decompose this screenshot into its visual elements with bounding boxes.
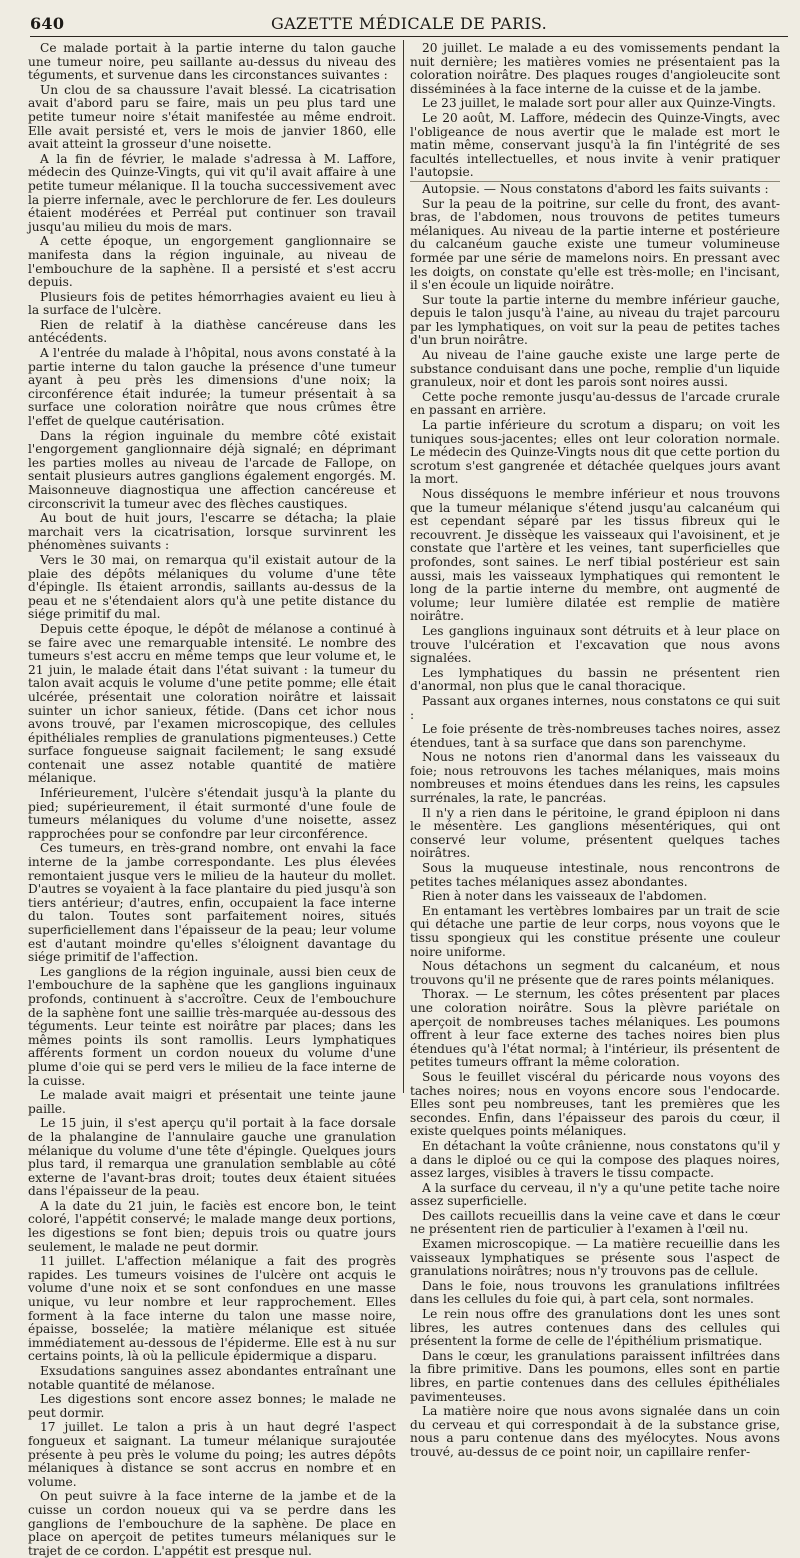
paragraph: Le 15 juin, il s'est aperçu qu'il portait à la face dorsale de la phalangine de l'annulaire gauche une granulation mélanique du volume d'une tête d'épingle. Quelques jours plus tard, il remarqua une granulation semblable au côté externe de l'avant-bras droit; toutes deux étaient situées dans l'épaisseur de la peau. bbox=[28, 1116, 396, 1199]
paragraph: Au bout de huit jours, l'escarre se détacha; la plaie marchait vers la cicatrisation, lorsque survinrent les phénomènes suivants : bbox=[28, 511, 396, 553]
paragraph: On peut suivre à la face interne de la jambe et de la cuisse un cordon noueux qui va se perdre dans les ganglions de l'embouchure de la saphène. De place en place on aperçoit de petites tumeurs mélaniques sur le trajet de ce cordon. L'appétit est presque nul. bbox=[28, 1489, 396, 1558]
paragraph: Passant aux organes internes, nous constatons ce qui suit : bbox=[410, 693, 780, 722]
paragraph: Les digestions sont encore assez bonnes; le malade ne peut dormir. bbox=[28, 1392, 396, 1420]
column-divider bbox=[403, 40, 404, 1093]
paragraph: Le 20 août, M. Laffore, médecin des Quinze-Vingts, avec l'obligeance de nous avertir que le malade est mort le matin même, conservant jusqu'à la fin l'intégrité de ses facultés intellectuelles, et nous invite à venir pratiquer l'autopsie. bbox=[410, 110, 780, 180]
paragraph: Le malade avait maigri et présentait une teinte jaune paille. bbox=[28, 1088, 396, 1116]
paragraph: Au niveau de l'aine gauche existe une large perte de substance conduisant dans une poche, remplie d'un liquide granuleux, noir et dont les parois sont noires aussi. bbox=[410, 348, 780, 390]
paragraph: En entamant les vertèbres lombaires par un trait de scie qui détache une partie de leur corps, nous voyons que le tissu spongieux qui les constitue présente une couleur noire uniforme. bbox=[410, 903, 780, 959]
paragraph: La matière noire que nous avons signalée dans un coin du cerveau et qui correspondait à de la substance grise, nous a paru contenue dans des myélocytes. Nous avons trouvé, au-dessus de ce point noir, un capillaire renfer- bbox=[410, 1404, 780, 1459]
left-text-column bbox=[28, 41, 396, 1558]
paragraph: A la date du 21 juin, le faciès est encore bon, le teint coloré, l'appétit conservé; le malade mange deux portions, les digestions se font bien; depuis trois ou quatre jours seulement, le malade ne peut dormir. bbox=[28, 1198, 396, 1254]
paragraph: Cette poche remonte jusqu'au-dessus de l'arcade crurale en passant en arrière. bbox=[410, 389, 780, 418]
paragraph: En détachant la voûte crânienne, nous constatons qu'il y a dans le diploé ou ce qui la compose des plaques noires, assez larges, visibles à travers le tissu compacte. bbox=[410, 1138, 780, 1181]
paragraph: A la fin de février, le malade s'adressa à M. Laffore, médecin des Quinze-Vingts, qui vit qu'il avait affaire à une petite tumeur mélanique. Il la toucha successivement avec la pierre infernale, avec le perchlorure de fer. Les douleurs étaient modérées et Perréal put continuer son travail jusqu'au milieu du mois de mars. bbox=[28, 151, 396, 234]
paragraph: Inférieurement, l'ulcère s'étendait jusqu'à la plante du pied; supérieurement, il était surmonté d'une foule de tumeurs mélaniques du volume d'une noisette, assez rapprochées pour se confondre par leur circonférence. bbox=[28, 786, 396, 841]
paragraph: Les lymphatiques du bassin ne présentent rien d'anormal, non plus que le canal thoracique. bbox=[410, 665, 780, 694]
paragraph: 17 juillet. Le talon a pris à un haut degré l'aspect fongueux et saignant. La tumeur mélanique surajoutée présente à peu près le volume du poing; les autres dépôts mélaniques à distance se sont accrus en nombre et en volume. bbox=[28, 1420, 396, 1489]
paragraph: Dans le cœur, les granulations paraissent infiltrées dans la fibre primitive. Dans les poumons, elles sont en partie libres, en partie contenues dans des cellules épithéliales pavimenteuses. bbox=[410, 1348, 780, 1404]
paragraph: Un clou de sa chaussure l'avait blessé. La cicatrisation avait d'abord paru se faire, mais un peu plus tard une petite tumeur noire s'était manifestée au même endroit. Elle avait persisté et, vers le mois de janvier 1860, elle avait atteint la grosseur d'une noisette. bbox=[28, 82, 396, 152]
paragraph: Sous le feuillet viscéral du péricarde nous voyons des taches noires; nous en voyons encore sous l'endocarde. Elles sont peu nombreuses, tant les premières que les secondes. Enfin, dans l'épaisseur des parois du cœur, il existe quelques points mélaniques. bbox=[410, 1069, 780, 1139]
paragraph: Des caillots recueillis dans la veine cave et dans le cœur ne présentent rien de particulier à l'examen à l'œil nu. bbox=[410, 1208, 780, 1237]
paragraph: Depuis cette époque, le dépôt de mélanose a continué à se faire avec une remarquable intensité. Le nombre des tumeurs s'est accru en même temps que leur volume et, le 21 juin, le malade était dans l'état suivant : la tumeur du talon avait acquis le volume d'une petite pomme; elle était ulcérée, présentait une coloration noirâtre et laissait suinter un ichor sanieux, fétide. (Dans cet ichor nous avons trouvé, par l'examen microscopique, des cellules épithéliales remplies de granulations pigmenteuses.) Cette surface fongueuse saignait facilement; le sang exsudé contenait une assez notable quantité de matière mélanique. bbox=[28, 621, 396, 786]
paragraph: Sur toute la partie interne du membre inférieur gauche, depuis le talon jusqu'à l'aine, au niveau du trajet parcouru par les lymphatiques, on voit sur la peau de petites taches d'un brun noirâtre. bbox=[410, 292, 780, 348]
paragraph: Sous la muqueuse intestinale, nous rencontrons de petites taches mélaniques assez abondantes. bbox=[410, 861, 780, 889]
paragraph: Vers le 30 mai, on remarqua qu'il existait autour de la plaie des dépôts mélaniques du volume d'une tête d'épingle. Ils étaient arrondis, saillants au-dessus de la peau et ne s'étendaient alors qu'à une petite distance du siége primitif du mal. bbox=[28, 552, 396, 622]
paragraph: Le foie présente de très-nombreuses taches noires, assez étendues, tant à sa surface que dans son parenchyme. bbox=[410, 722, 780, 750]
paragraph: Il n'y a rien dans le péritoine, le grand épiploon ni dans le mésentère. Les ganglions mésentériques, qui ont conservé leur volume, présentent quelques taches noirâtres. bbox=[410, 805, 780, 861]
paragraph: Dans la région inguinale du membre côté existait l'engorgement ganglionnaire déjà signalé; en déprimant les parties molles au niveau de l'arcade de Fallope, on sentait plusieurs autres ganglions également engorgés. M. Maisonneuve diagnostiqua une affection cancéreuse et circonscrivit la tumeur avec des flèches caustiques. bbox=[28, 428, 396, 511]
paragraph: A l'entrée du malade à l'hôpital, nous avons constaté à la partie interne du talon gauche la présence d'une tumeur ayant à peu près les dimensions d'une noix; la circonférence était indurée; la tumeur présentait à sa surface une coloration noirâtre que nous crûmes être l'effet de quelque cautérisation. bbox=[28, 346, 396, 429]
paragraph: Thorax. — Le sternum, les côtes présentent par places une coloration noirâtre. Sous la plèvre pariétale on aperçoit de nombreuses taches mélaniques. Les poumons offrent à leur face externe des taches noires bien plus étendues qu'à l'état normal; à l'intérieur, ils présentent de petites tumeurs offrant la même coloration. bbox=[410, 987, 780, 1070]
running-title: GAZETTE MÉDICALE DE PARIS. bbox=[270, 14, 548, 33]
paragraph: Examen microscopique. — La matière recueillie dans les vaisseaux lymphatiques se présente sous l'aspect de granulations noirâtres; nous n'y trouvons pas de cellule. bbox=[410, 1237, 780, 1279]
paragraph: Autopsie. — Nous constatons d'abord les faits suivants : bbox=[410, 181, 780, 197]
paragraph: Nous disséquons le membre inférieur et nous trouvons que la tumeur mélanique s'étend jusqu'au calcanéum qui est cependant séparé par les tissus fibreux qui le recouvrent. Je dissèque les vaisseaux qui l'avoisinent, et je constate que l'artère et les veines, tant superficielles que profondes, sont saines. Le nerf tibial postérieur est sain aussi, mais les vaisseaux lymphatiques qui remontent le long de la partie interne du membre, ont augmenté de volume; leur lumière dilatée est remplie de matière noirâtre. bbox=[410, 487, 780, 624]
paragraph: Rien de relatif à la diathèse cancéreuse dans les antécédents. bbox=[28, 317, 396, 346]
paragraph: 11 juillet. L'affection mélanique a fait des progrès rapides. Les tumeurs voisines de l'ulcère ont acquis le volume d'une noix et se sont confondues en une masse unique, vu leur nombre et leur rapprochement. Elles forment à la face interne du talon une masse noire, épaisse, bosselée; la matière mélanique est située immédiatement au-dessous de l'épiderme. Elle est à nu sur certains points, là où la pellicule épidermique a disparu. bbox=[28, 1254, 396, 1364]
paragraph: Nous ne notons rien d'anormal dans les vaisseaux du foie; nous retrouvons les taches mélaniques, mais moins nombreuses et moins étendues dans les reins, les capsules surrénales, la rate, le pancréas. bbox=[410, 750, 780, 806]
page-header bbox=[30, 14, 788, 37]
paragraph: Le 23 juillet, le malade sort pour aller aux Quinze-Vingts. bbox=[422, 96, 776, 111]
paragraph: Plusieurs fois de petites hémorrhagies avaient eu lieu à la surface de l'ulcère. bbox=[28, 289, 396, 318]
page-number: 640 bbox=[30, 14, 65, 33]
paragraph: Exsudations sanguines assez abondantes entraînant une notable quantité de mélanose. bbox=[28, 1364, 396, 1392]
paragraph: Le rein nous offre des granulations dont les unes sont libres, les autres contenues dans des cellules qui présentent la forme de celle de l'épithélium prismatique. bbox=[410, 1307, 780, 1349]
paragraph: Les ganglions inguinaux sont détruits et à leur place on trouve l'ulcération et l'excavation que nous avons signalées. bbox=[410, 623, 780, 666]
paragraph: Sur la peau de la poitrine, sur celle du front, des avant-bras, de l'abdomen, nous trouvons de petites tumeurs mélaniques. Au niveau de la partie interne et postérieure du calcanéum gauche existe une tumeur volumineuse formée par une série de mamelons noirs. En pressant avec les doigts, on constate qu'elle est très-molle; en l'incisant, il s'en écoule un liquide noirâtre. bbox=[410, 196, 780, 293]
paragraph: Ce malade portait à la partie interne du talon gauche une tumeur noire, peu saillante au-dessus du niveau des téguments, et survenue dans les circonstances suivantes : bbox=[28, 41, 396, 83]
paragraph: Les ganglions de la région inguinale, aussi bien ceux de l'embouchure de la saphène que les ganglions inguinaux profonds, continuent à s'accroître. Ceux de l'embouchure de la saphène font une saillie très-marquée au-dessous des téguments. Leur teinte est noirâtre par places; dans les mêmes points ils sont ramollis. Leurs lymphatiques afférents forment un cordon noueux du volume d'une plume d'oie qui se perd vers le milieu de la face interne de la cuisse. bbox=[28, 964, 396, 1088]
paragraph: 20 juillet. Le malade a eu des vomissements pendant la nuit dernière; les matières vomies ne présentaient pas la coloration noirâtre. Des plaques rouges d'angioleucite sont disséminées à la face interne de la cuisse et de la jambe. bbox=[410, 41, 780, 96]
paragraph: Rien à noter dans les vaisseaux de l'abdomen. bbox=[422, 889, 707, 904]
paragraph: La partie inférieure du scrotum a disparu; on voit les tuniques sous-jacentes; elles ont leur coloration normale. Le médecin des Quinze-Vingts nous dit que cette portion du scrotum s'est gangrenée et détachée quelques jours avant la mort. bbox=[410, 418, 780, 487]
right-text-column bbox=[410, 41, 780, 1459]
paragraph: A cette époque, un engorgement ganglionnaire se manifesta dans la région inguinale, au niveau de l'embouchure de la saphène. Il a persisté et s'est accru depuis. bbox=[28, 234, 396, 290]
paragraph: Ces tumeurs, en très-grand nombre, ont envahi la face interne de la jambe correspondante. Les plus élevées remontaient jusque vers le milieu de la hauteur du mollet. D'autres se voyaient à la face plantaire du pied jusqu'à son tiers antérieur; d'autres, enfin, occupaient la face interne du talon. Toutes sont parfaitement noires, situés superficiellement dans l'épaisseur de la peau; leur volume est d'autant moindre qu'elles s'éloignent davantage du siége primitif de l'affection. bbox=[28, 841, 396, 965]
paragraph: Dans le foie, nous trouvons les granulations infiltrées dans les cellules du foie qui, à part cela, sont normales. bbox=[410, 1278, 780, 1307]
paragraph: Nous détachons un segment du calcanéum, et nous trouvons qu'il ne présente que de rares points mélaniques. bbox=[410, 959, 780, 987]
paragraph: A la surface du cerveau, il n'y a qu'une petite tache noire assez superficielle. bbox=[410, 1180, 780, 1209]
